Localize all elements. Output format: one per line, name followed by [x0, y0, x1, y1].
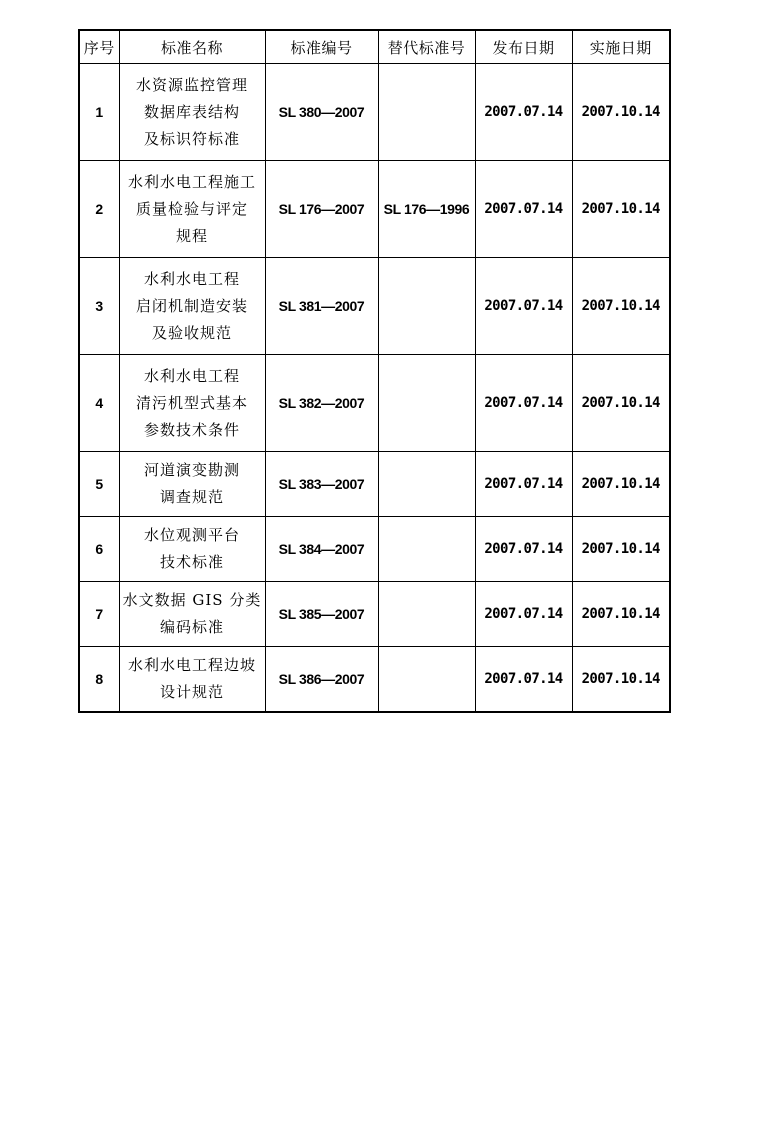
publish-date: 2007.07.14 — [475, 517, 572, 582]
effective-date: 2007.10.14 — [572, 452, 670, 517]
standard-name-line: 设计规范 — [159, 683, 224, 701]
standard-name-line: 调查规范 — [159, 488, 224, 506]
publish-date: 2007.07.14 — [475, 64, 572, 161]
header-published: 发布日期 — [475, 30, 572, 64]
standard-name — [119, 258, 265, 355]
replaced-standard — [378, 582, 475, 647]
standard-name-line: 参数技术条件 — [143, 420, 240, 439]
publish-date: 2007.07.14 — [475, 647, 572, 713]
effective-date: 2007.10.14 — [572, 647, 670, 713]
table-row — [79, 64, 670, 161]
table-row — [79, 582, 670, 647]
standard-code: SL 386—2007 — [265, 647, 378, 713]
standard-code: SL 382—2007 — [265, 355, 378, 452]
standard-name — [119, 452, 265, 517]
effective-date: 2007.10.14 — [572, 258, 670, 355]
publish-date: 2007.07.14 — [475, 452, 572, 517]
replaced-standard — [378, 258, 475, 355]
header-code: 标准编号 — [265, 30, 378, 64]
standard-name — [119, 517, 265, 582]
table-row — [79, 355, 670, 452]
standard-name-line: 水利水电工程 — [143, 269, 240, 288]
standard-code: SL 385—2007 — [265, 582, 378, 647]
table-row — [79, 452, 670, 517]
header-row — [79, 30, 670, 64]
table-row — [79, 517, 670, 582]
header-replaces: 替代标准号 — [378, 30, 475, 64]
standard-name-line: 编码标准 — [159, 618, 224, 636]
header-effective: 实施日期 — [572, 30, 670, 64]
replaced-standard — [378, 355, 475, 452]
standard-code: SL 381—2007 — [265, 258, 378, 355]
standard-name-line: 水文数据 GIS 分类 — [122, 591, 262, 609]
standard-name-line: 水利水电工程 — [143, 366, 240, 385]
row-index: 6 — [79, 517, 119, 582]
standard-name — [119, 582, 265, 647]
standard-name-line: 及标识符标准 — [143, 129, 240, 148]
publish-date: 2007.07.14 — [475, 161, 572, 258]
standard-name-line: 质量检验与评定 — [135, 199, 248, 218]
table-row — [79, 647, 670, 713]
replaced-standard — [378, 64, 475, 161]
publish-date: 2007.07.14 — [475, 355, 572, 452]
effective-date: 2007.10.14 — [572, 582, 670, 647]
row-index: 1 — [79, 64, 119, 161]
standard-name-line: 水资源监控管理 — [135, 75, 248, 94]
effective-date: 2007.10.14 — [572, 517, 670, 582]
row-index: 2 — [79, 161, 119, 258]
header-index: 序号 — [79, 30, 119, 64]
replaced-standard: SL 176—1996 — [378, 161, 475, 258]
standard-name-line: 水利水电工程边坡 — [127, 656, 256, 674]
standard-name-line: 启闭机制造安装 — [135, 296, 248, 315]
effective-date: 2007.10.14 — [572, 161, 670, 258]
standard-name-line: 水利水电工程施工 — [127, 172, 256, 191]
standard-name-line: 清污机型式基本 — [135, 393, 248, 412]
standard-name-line: 河道演变勘测 — [143, 461, 240, 479]
standard-name — [119, 64, 265, 161]
effective-date: 2007.10.14 — [572, 355, 670, 452]
publish-date: 2007.07.14 — [475, 258, 572, 355]
row-index: 3 — [79, 258, 119, 355]
publish-date: 2007.07.14 — [475, 582, 572, 647]
replaced-standard — [378, 647, 475, 713]
row-index: 8 — [79, 647, 119, 713]
replaced-standard — [378, 517, 475, 582]
standard-code: SL 380—2007 — [265, 64, 378, 161]
standard-name — [119, 161, 265, 258]
table-row — [79, 161, 670, 258]
standard-name-line: 技术标准 — [159, 553, 224, 571]
standard-code: SL 176—2007 — [265, 161, 378, 258]
row-index: 5 — [79, 452, 119, 517]
standard-name — [119, 355, 265, 452]
row-index: 7 — [79, 582, 119, 647]
header-name: 标准名称 — [119, 30, 265, 64]
standard-code: SL 384—2007 — [265, 517, 378, 582]
standard-code: SL 383—2007 — [265, 452, 378, 517]
table-row — [79, 258, 670, 355]
replaced-standard — [378, 452, 475, 517]
effective-date: 2007.10.14 — [572, 64, 670, 161]
standard-name — [119, 647, 265, 713]
standard-name-line: 数据库表结构 — [143, 102, 240, 121]
row-index: 4 — [79, 355, 119, 452]
standards-table — [78, 29, 671, 713]
standard-name-line: 水位观测平台 — [143, 526, 240, 544]
standard-name-line: 规程 — [175, 226, 208, 245]
standard-name-line: 及验收规范 — [151, 323, 232, 342]
